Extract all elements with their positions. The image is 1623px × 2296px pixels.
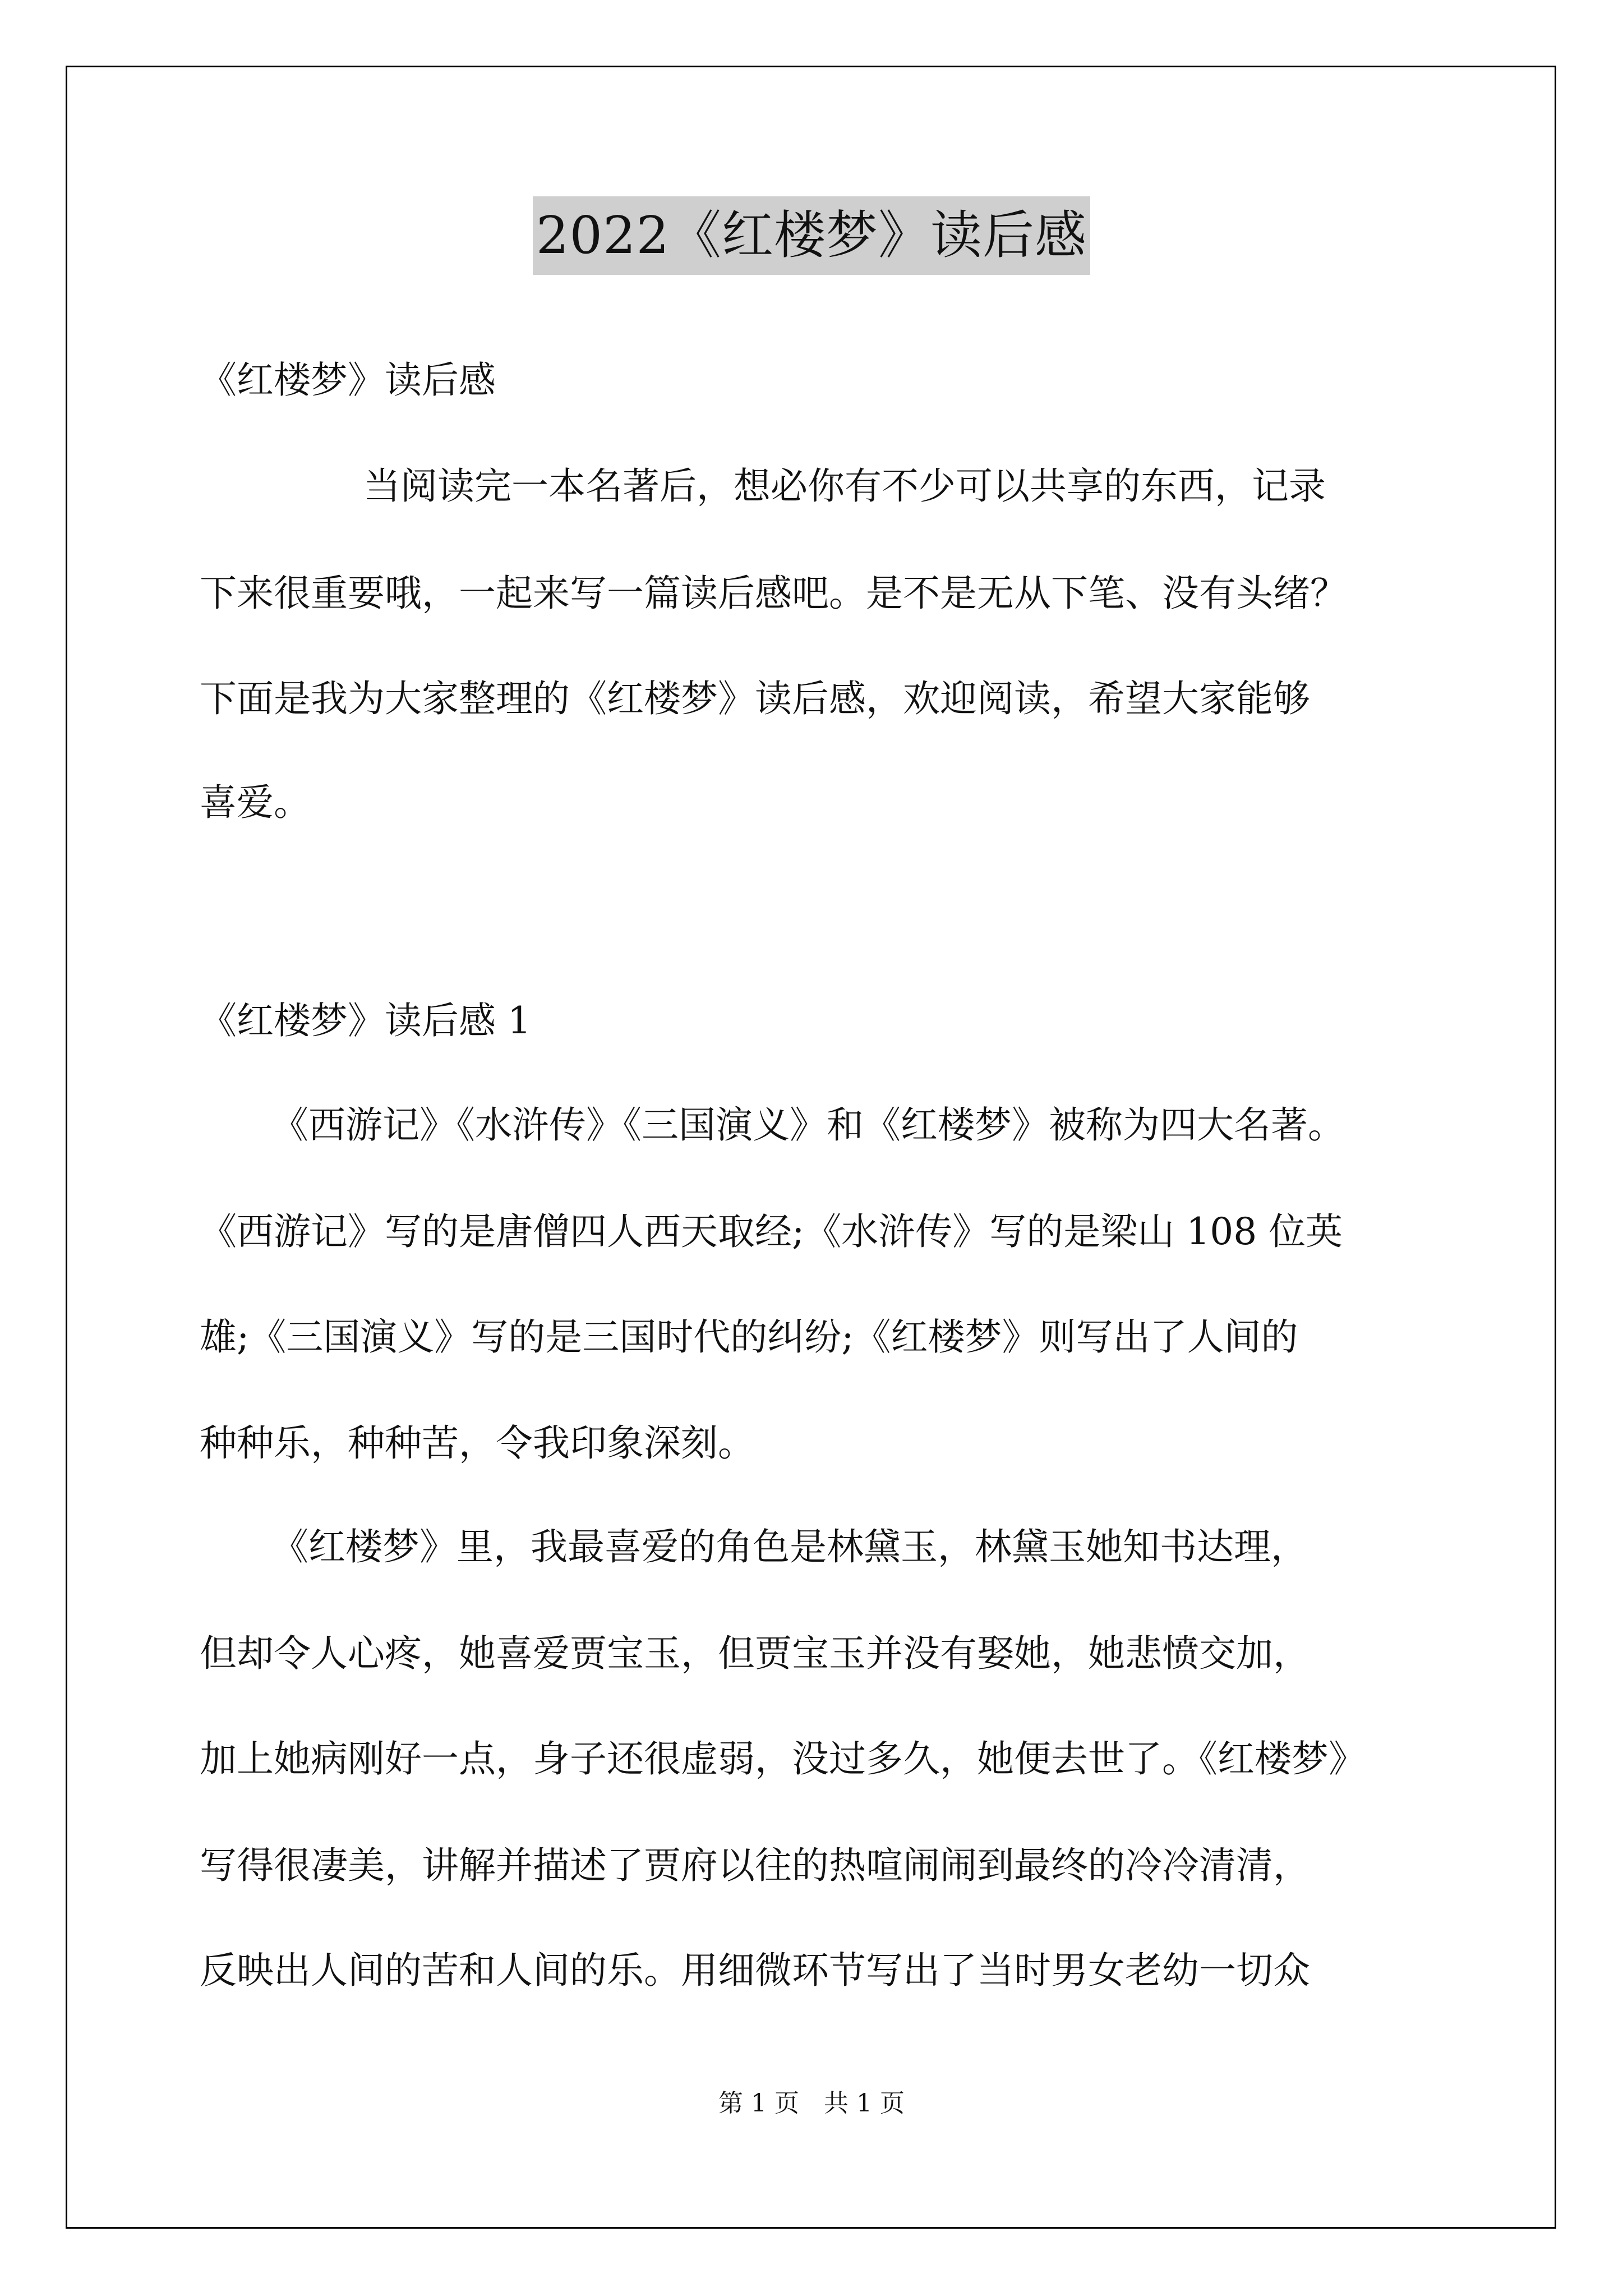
- page-footer: 第 1 页 共 1 页: [718, 2089, 905, 2118]
- paragraph-line: 种种乐，种种苦，令我印象深刻。: [200, 1421, 755, 1465]
- paragraph-line: 《西游记》《水浒传》《三国演义》和《红楼梦》被称为四大名著。: [271, 1103, 1345, 1147]
- intro-line: 喜爱。: [200, 781, 311, 824]
- section-heading: 《红楼梦》读后感 1: [200, 999, 531, 1042]
- paragraph-line: 反映出人间的苦和人间的乐。用细微环节写出了当时男女老幼一切众: [200, 1949, 1310, 1992]
- intro-line: 下来很重要哦，一起来写一篇读后感吧。是不是无从下笔、没有头绪？: [200, 572, 1347, 615]
- intro-line: 下面是我为大家整理的《红楼梦》读后感，欢迎阅读，希望大家能够: [200, 677, 1310, 720]
- paragraph-line: 写得很凄美，讲解并描述了贾府以往的热喧闹闹到最终的冷冷清清，: [200, 1844, 1310, 1887]
- paragraph-line: 加上她病刚好一点，身子还很虚弱，没过多久，她便去世了。《红楼梦》: [200, 1737, 1366, 1780]
- title-block: [0, 196, 1623, 275]
- paragraph-line: 但却令人心疼，她喜爱贾宝玉，但贾宝玉并没有娶她，她悲愤交加，: [200, 1632, 1310, 1675]
- paragraph-line: 雄;《三国演义》写的是三国时代的纠纷;《红楼梦》则写出了人间的: [200, 1315, 1298, 1359]
- intro-line: 当阅读完一本名著后，想必你有不少可以共享的东西，记录: [363, 464, 1326, 508]
- paragraph-line: 《红楼梦》里，我最喜爱的角色是林黛玉，林黛玉她知书达理，: [271, 1525, 1308, 1568]
- intro-heading: 《红楼梦》读后感: [200, 358, 496, 402]
- paragraph-line: 《西游记》写的是唐僧四人西天取经;《水浒传》写的是梁山 108 位英: [200, 1210, 1343, 1253]
- document-title: 2022《红楼梦》读后感: [533, 196, 1090, 275]
